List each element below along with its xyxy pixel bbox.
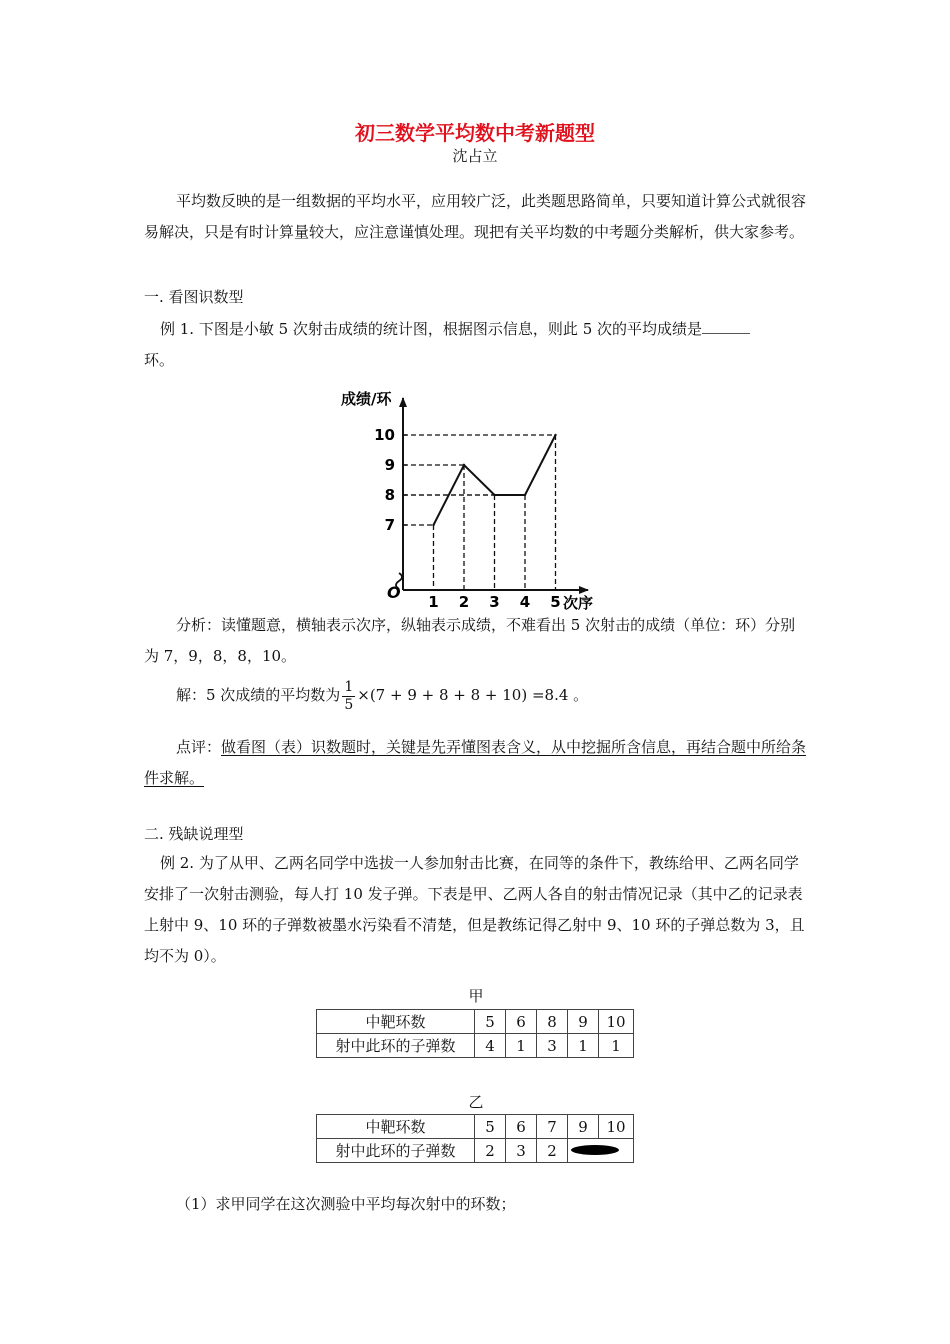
- table-cell: 7: [537, 1115, 568, 1139]
- x-tick-label: 1: [428, 593, 439, 611]
- intro-paragraph: 平均数反映的是一组数据的平均水平，应用较广泛，此类题思路简单，只要知道计算公式就很容易解决，只是有时计算量较大，应注意谨慎处理。现把有关平均数的中考题分类解析，供大家参考。: [144, 192, 807, 241]
- score-line-chart: [325, 382, 605, 612]
- table-cell: 3: [506, 1139, 537, 1163]
- table-cell: 中靶环数: [317, 1115, 475, 1139]
- table-row: [317, 1139, 634, 1163]
- data-point: [493, 494, 495, 496]
- table-cell: 9: [568, 1010, 599, 1034]
- table-cell: 中靶环数: [317, 1010, 475, 1034]
- table-cell: 10: [599, 1010, 634, 1034]
- solution-suffix: ×(7 + 9 + 8 + 8 + 10) =8.4 。: [357, 686, 589, 704]
- example1-line: [160, 318, 750, 339]
- ink-stained-cell: [568, 1139, 634, 1163]
- table-cell: 6: [506, 1115, 537, 1139]
- origin-label: O: [387, 583, 401, 602]
- x-tick-label: 5: [550, 593, 561, 611]
- solution-line: [176, 675, 588, 715]
- data-point: [463, 464, 465, 466]
- fraction-one-fifth: [342, 679, 355, 714]
- example1-line2: 环。: [144, 351, 175, 369]
- comment-text: 做看图（表）识数题时，关键是先弄懂图表含义，从中挖掘所含信息，再结合题中所给条件求解。: [144, 738, 807, 787]
- data-point: [432, 524, 434, 526]
- solution-prefix: 解：5 次成绩的平均数为: [176, 686, 341, 704]
- y-tick-label: 9: [384, 456, 395, 474]
- y-axis-title: 成绩/环: [341, 390, 392, 408]
- table-cell: 1: [568, 1034, 599, 1058]
- x-tick-label: 4: [519, 593, 531, 611]
- ink-blot: [568, 1139, 632, 1162]
- table-jia-caption: 甲: [468, 987, 484, 1005]
- y-tick-label: 8: [384, 486, 395, 504]
- table-cell: 1: [599, 1034, 634, 1058]
- table-jia: [316, 1009, 634, 1058]
- fraction-denominator: 5: [344, 696, 354, 713]
- table-cell: 4: [475, 1034, 506, 1058]
- table-cell: 9: [568, 1115, 599, 1139]
- table-row: [317, 1010, 634, 1034]
- section1-heading: 一. 看图识数型: [144, 288, 244, 306]
- table-cell: 1: [506, 1034, 537, 1058]
- example1-text: 例 1. 下图是小敏 5 次射击成绩的统计图，根据图示信息，则此 5 次的平均成绩是: [160, 320, 703, 338]
- table-cell: 2: [475, 1139, 506, 1163]
- comment-paragraph: [144, 732, 808, 794]
- table-cell: 射中此环的子弹数: [317, 1139, 475, 1163]
- x-tick-label: 3: [489, 593, 500, 611]
- data-point: [554, 434, 556, 436]
- table-cell: 8: [537, 1010, 568, 1034]
- table-yi: [316, 1114, 634, 1163]
- table-cell: 10: [599, 1115, 634, 1139]
- author: 沈占立: [452, 147, 498, 165]
- table-row: [317, 1115, 634, 1139]
- table-cell: 5: [475, 1115, 506, 1139]
- fraction-numerator: 1: [344, 678, 354, 695]
- question-1: （1）求甲同学在这次测验中平均每次射中的环数；: [176, 1195, 516, 1213]
- comment-label: 点评：: [176, 738, 222, 756]
- table-row: [317, 1034, 634, 1058]
- x-axis-title: 次序: [563, 594, 594, 612]
- x-tick-label: 2: [458, 593, 470, 611]
- y-tick-label: 7: [384, 516, 395, 534]
- y-tick-label: 10: [374, 426, 395, 444]
- table-cell: 2: [537, 1139, 568, 1163]
- analysis-paragraph: 分析：读懂题意，横轴表示次序，纵轴表示成绩，不难看出 5 次射击的成绩（单位：环）分别为 7，9，8，8，10。: [144, 616, 796, 665]
- page-title: 初三数学平均数中考新题型: [355, 121, 595, 145]
- table-yi-caption: 乙: [468, 1093, 484, 1111]
- table-cell: 3: [537, 1034, 568, 1058]
- table-cell: 6: [506, 1010, 537, 1034]
- section2-heading: 二. 残缺说理型: [144, 825, 244, 843]
- table-cell: 射中此环的子弹数: [317, 1034, 475, 1058]
- table-cell: 5: [475, 1010, 506, 1034]
- example2-paragraph: 例 2. 为了从甲、乙两名同学中选拔一人参加射击比赛，在同等的条件下，教练给甲、乙两名同学安排了一次射击测验，每人打 10 发子弹。下表是甲、乙两人各自的射击情况记录（其中乙的记录表上射中 9、10 环的子弹数被墨水污染看不清楚，但是教练记得乙射中 9、10 环的子弹总数为 3，且均不为 0）。: [144, 854, 805, 965]
- answer-blank: [702, 319, 750, 334]
- data-point: [524, 494, 526, 496]
